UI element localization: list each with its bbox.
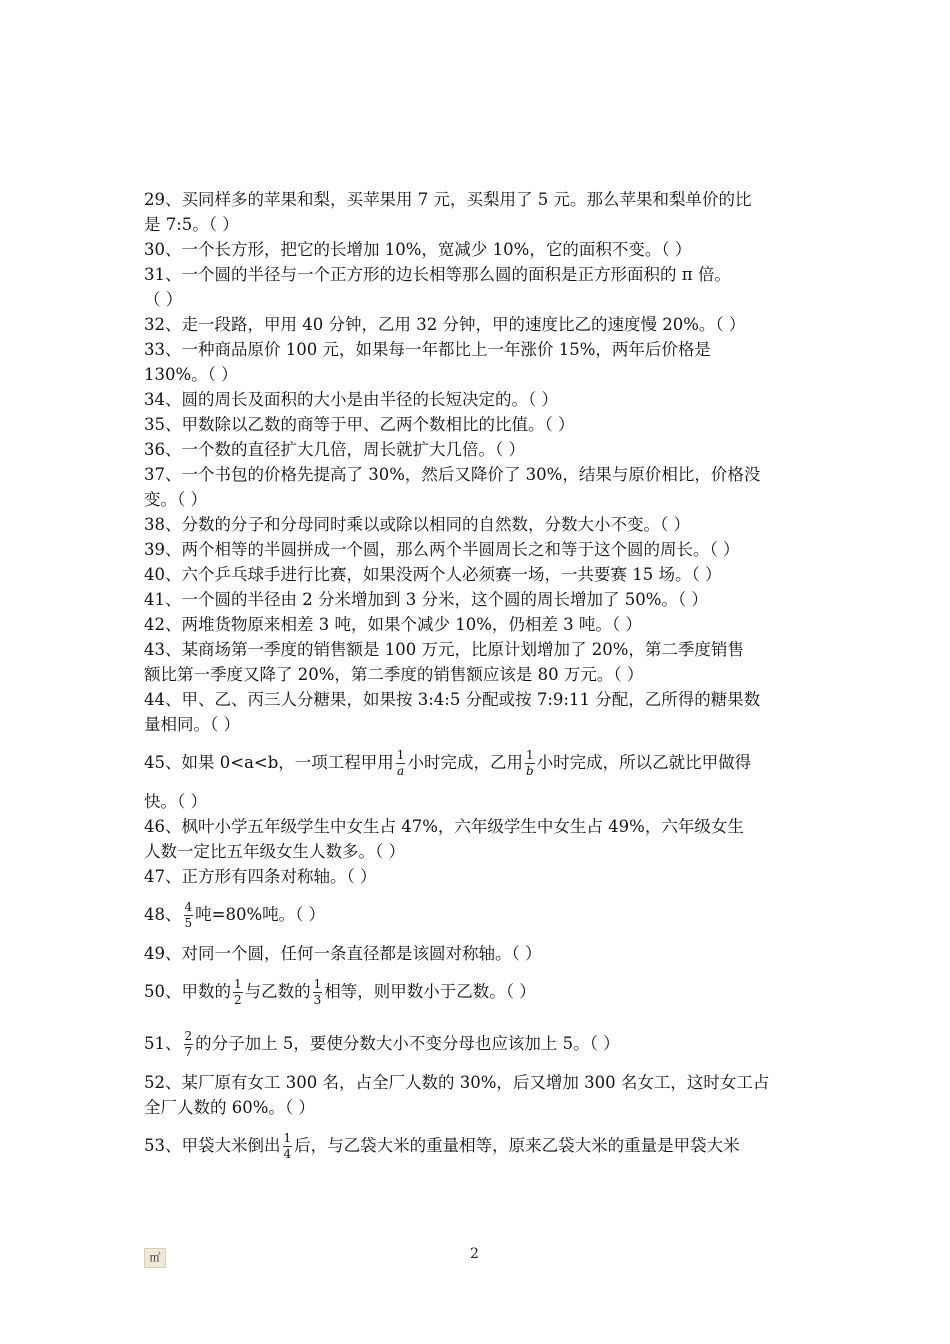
text-line: 额比第一季度又降了 20%，第二季度的销售额应该是 80 万元。（ ）: [144, 665, 644, 684]
text-line: 46、枫叶小学五年级学生中女生占 47%，六年级学生中女生占 49%，六年级女生: [144, 817, 744, 836]
q53-text-b: 后，与乙袋大米的重量相等，原来乙袋大米的重量是甲袋大米: [294, 1136, 740, 1155]
text-line: 42、两堆货物原来相差 3 吨，如果个减少 10%，仍相差 3 吨。（ ）: [144, 615, 642, 634]
fraction-numerator: 1: [396, 748, 405, 762]
q48-text-a: 48、: [144, 905, 182, 924]
q51-text-b: 的分子加上 5，要使分数大小不变分母也应该加上 5。（ ）: [195, 1034, 620, 1053]
q50-text-c: 相等，则甲数小于乙数。（ ）: [324, 982, 536, 1001]
text-line: 量相同。（ ）: [144, 715, 240, 734]
text-line: 30、一个长方形，把它的长增加 10%，宽减少 10%，它的面积不变。（ ）: [144, 240, 692, 259]
page-number: 2: [470, 1246, 479, 1262]
text-line: 变。（ ）: [144, 490, 207, 509]
text-line: 52、某厂原有女工 300 名，占全厂人数的 30%，后又增加 300 名女工，这时女工占: [144, 1073, 770, 1092]
text-line: 35、甲数除以乙数的商等于甲、乙两个数相比的比值。（ ）: [144, 415, 575, 434]
fraction-denominator: 5: [184, 916, 193, 930]
text-line: 43、某商场第一季度的销售额是 100 万元，比原计划增加了 20%，第二季度销售: [144, 640, 744, 659]
q48-text-b: 吨=80%吨。（ ）: [195, 905, 326, 924]
text-line: 37、一个书包的价格先提高了 30%，然后又降价了 30%，结果与原价相比，价格没: [144, 465, 761, 484]
text-line: 29、买同样多的苹果和梨，买苹果用 7 元，买梨用了 5 元。那么苹果和梨单价的比: [144, 190, 752, 209]
q45-text-b: 小时完成，乙用: [407, 753, 523, 772]
text-line: 31、一个圆的半径与一个正方形的边长相等那么圆的面积是正方形面积的 π 倍。: [144, 265, 731, 284]
q45-text-c: 小时完成，所以乙就比甲做得: [536, 753, 752, 772]
text-line: 44、甲、乙、丙三人分糖果，如果按 3:4:5 分配或按 7:9:11 分配，乙所得的糖果数: [144, 690, 761, 709]
fraction-1-over-a: [396, 749, 406, 778]
text-line: 33、一种商品原价 100 元，如果每一年都比上一年涨价 15%，两年后价格是: [144, 340, 711, 359]
fraction-numerator: 1: [234, 977, 242, 991]
fraction-2-over-7: [184, 1030, 194, 1059]
q45-text-a: 45、如果 0<a<b，一项工程甲用: [144, 753, 394, 772]
fraction-denominator: 2: [234, 993, 242, 1007]
text-line: 47、正方形有四条对称轴。（ ）: [144, 867, 377, 886]
text-line: 38、分数的分子和分母同时乘以或除以相同的自然数，分数大小不变。（ ）: [144, 515, 690, 534]
q50-text-b: 与乙数的: [244, 982, 311, 1001]
fraction-denominator: a: [397, 764, 405, 778]
text-line: 34、圆的周长及面积的大小是由半径的长短决定的。（ ）: [144, 390, 558, 409]
text-line: （ ）: [144, 290, 183, 309]
text-line: 39、两个相等的半圆拼成一个圆，那么两个半圆周长之和等于这个圆的周长。（ ）: [144, 540, 740, 559]
fraction-numerator: 2: [184, 1029, 193, 1043]
fraction-1-over-2: [233, 978, 243, 1007]
text-line: 快。（ ）: [144, 792, 207, 811]
question-list: [144, 187, 809, 1172]
question-50: [144, 966, 809, 1018]
question-51: [144, 1018, 809, 1070]
text-line: 人数一定比五年级女生人数多。（ ）: [144, 842, 405, 861]
fraction-denominator: 4: [283, 1147, 292, 1161]
fraction-1-over-b: [525, 749, 535, 778]
q53-text-a: 53、甲袋大米倒出: [144, 1136, 281, 1155]
fraction-numerator: 1: [525, 748, 534, 762]
fraction-1-over-3: [313, 978, 323, 1007]
square-meter-icon: ㎡: [144, 1248, 166, 1268]
fraction-numerator: 4: [184, 900, 193, 914]
text-line: 40、六个乒乓球手进行比赛，如果没两个人必须赛一场，一共要赛 15 场。（ ）: [144, 565, 722, 584]
text-line: 全厂人数的 60%。（ ）: [144, 1098, 315, 1117]
fraction-4-over-5: [184, 901, 194, 930]
text-line: 36、一个数的直径扩大几倍，周长就扩大几倍。（ ）: [144, 440, 525, 459]
question-53: [144, 1120, 809, 1172]
fraction-denominator: 3: [313, 993, 322, 1007]
fraction-numerator: 1: [283, 1131, 292, 1145]
q51-text-a: 51、: [144, 1034, 182, 1053]
text-line: 130%。（ ）: [144, 365, 238, 384]
question-45: [144, 737, 809, 789]
fraction-denominator: 7: [184, 1045, 193, 1059]
text-line: 41、一个圆的半径由 2 分米增加到 3 分米，这个圆的周长增加了 50%。（ ）: [144, 590, 708, 609]
fraction-denominator: b: [525, 764, 534, 778]
text-line: 49、对同一个圆，任何一条直径都是该圆对称轴。（ ）: [144, 944, 542, 963]
question-48: [144, 889, 809, 941]
fraction-numerator: 1: [313, 977, 322, 991]
text-line: 是 7:5。（ ）: [144, 215, 239, 234]
q50-text-a: 50、甲数的: [144, 982, 231, 1001]
text-line: 32、走一段路，甲用 40 分钟，乙用 32 分钟，甲的速度比乙的速度慢 20%。（ ）: [144, 315, 746, 334]
fraction-1-over-4: [283, 1132, 293, 1161]
